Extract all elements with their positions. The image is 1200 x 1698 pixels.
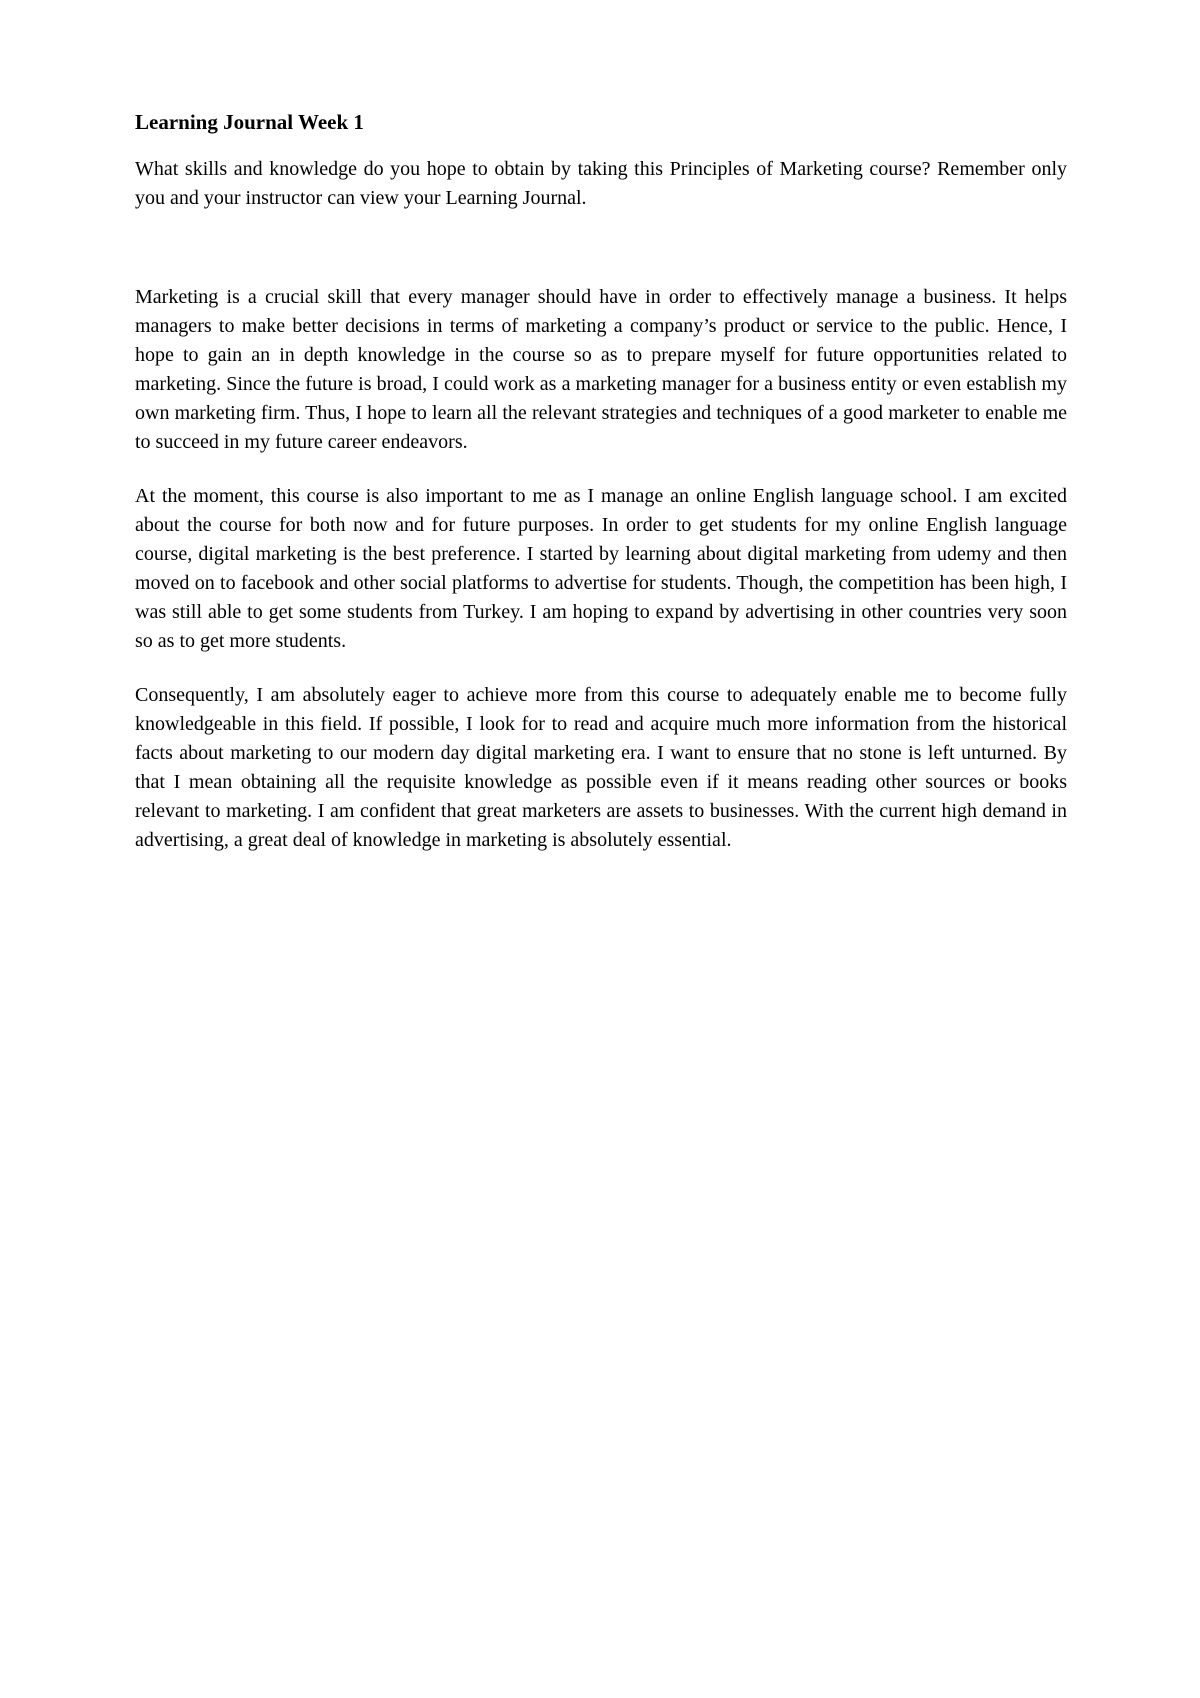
- journal-prompt: What skills and knowledge do you hope to obtain by taking this Principles of Marketing course? Remember only you and your instructor can view your Learning Journal.: [135, 158, 1067, 209]
- document-title: Learning Journal Week 1: [135, 110, 364, 134]
- journal-paragraph-3: Consequently, I am absolutely eager to achieve more from this course to adequately enable me to become fully knowledgeable in this field. If possible, I look for to read and acquire much more information from the historical facts about marketing to our modern day digital marketing era. I want to ensure that no stone is left unturned. By that I mean obtaining all the requisite knowledge as possible even if it means reading other sources or books relevant to marketing. I am confident that great marketers are assets to businesses. With the current high demand in advertising, a great deal of knowledge in marketing is absolutely essential.: [135, 684, 1067, 851]
- journal-paragraph-1: Marketing is a crucial skill that every manager should have in order to effectively manage a business. It helps managers to make better decisions in terms of marketing a company’s product or service to the public. Hence, I hope to gain an in depth knowledge in the course so as to prepare myself for future opportunities related to marketing. Since the future is broad, I could work as a marketing manager for a business entity or even establish my own marketing firm. Thus, I hope to learn all the relevant strategies and techniques of a good marketer to enable me to succeed in my future career endeavors.: [135, 286, 1067, 453]
- journal-paragraph-2: At the moment, this course is also important to me as I manage an online English language school. I am excited about the course for both now and for future purposes. In order to get students for my online English language course, digital marketing is the best preference. I started by learning about digital marketing from udemy and then moved on to facebook and other social platforms to advertise for students. Though, the competition has been high, I was still able to get some students from Turkey. I am hoping to expand by advertising in other countries very soon so as to get more students.: [135, 485, 1067, 652]
